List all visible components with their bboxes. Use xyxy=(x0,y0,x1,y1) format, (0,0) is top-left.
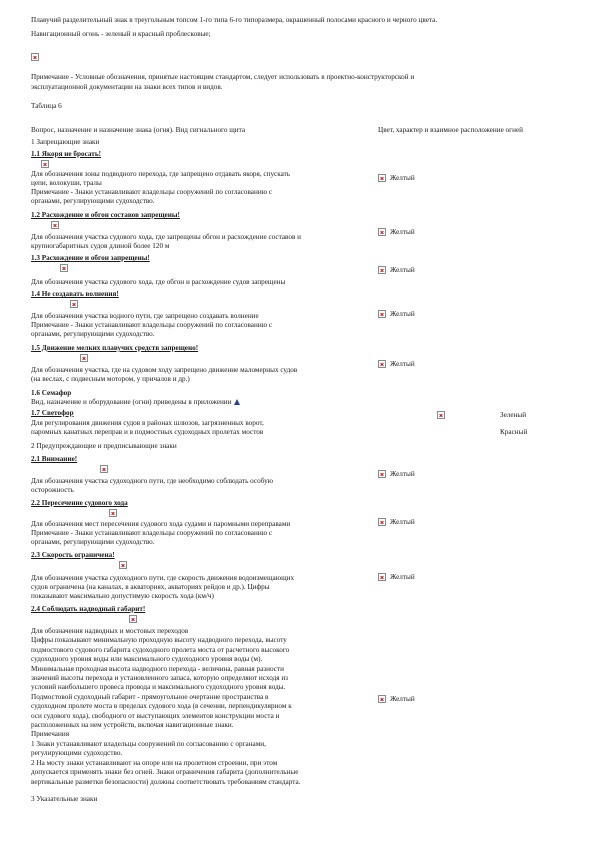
item-1-4-line-2: Примечание - Знаки устанавливают владельцы сооружений по согласованию с xyxy=(31,321,273,329)
item-1-4-line-1: Для обозначения участка водного пути, где запрещено создавать волнение xyxy=(31,312,259,320)
broken-image-icon xyxy=(378,470,386,478)
item-1-7-light-red: Красный xyxy=(500,428,528,436)
item-2-4-light xyxy=(378,695,415,704)
item-2-4-line: 2 На мосту знаки устанавливают на опоре или на пролетном строении, при этом xyxy=(31,758,278,767)
item-1-5-title: 1.5 Движение мелких плавучих средств запрещено! xyxy=(31,344,199,352)
item-2-1-light xyxy=(378,470,415,479)
item-1-7-line-1: Для регулирования движения судов в районах шлюзов, загрязненных ворот, xyxy=(31,419,264,427)
broken-image-icon xyxy=(119,561,127,569)
item-2-2-line-1: Для обозначения мест пересечения судового хода судами и паромными переправами xyxy=(31,520,291,528)
item-2-4-line: Для обозначения надводных и мостовых переходов xyxy=(31,627,189,635)
item-2-1-line-1: Для обозначения участка судоходного пути, где необходимо соблюдать особую xyxy=(31,477,274,485)
broken-image-icon xyxy=(378,228,386,236)
item-1-2-light xyxy=(378,228,415,237)
item-2-4-line: 1 Знаки устанавливают владельцы сооружений по согласованию с органами, xyxy=(31,739,266,748)
broken-image-icon xyxy=(60,264,68,272)
item-2-4-line: допускается применять знаки без огней. Знаки ограничения габарита (дополнительные xyxy=(31,768,299,777)
section-heading-indicative: 3 Указательные знаки xyxy=(31,795,98,803)
broken-image-icon xyxy=(378,360,386,368)
item-1-7-line-2: паромных канатных переправ и в подмостных судоходных пролетах мостов xyxy=(31,428,264,436)
item-2-3-light xyxy=(378,573,415,582)
item-2-4-title: 2.4 Соблюдать надводный габарит! xyxy=(31,605,146,613)
column-header-lights: Цвет, характер и взаимное расположение огней xyxy=(378,126,523,134)
intro-note-2: эксплуатационной документации на знаки всех типов и видов. xyxy=(31,83,223,91)
item-2-4-line: судоходного уровня воды или максимального судоходного уровня воды (м). xyxy=(31,655,263,664)
item-1-3-title: 1.3 Расхождение и обгон запрещены! xyxy=(31,254,150,262)
item-1-1-line-2: цепи, волокуши, тралы xyxy=(31,179,102,187)
broken-image-icon xyxy=(378,573,386,581)
column-header-description: Вопрос, назначение и назначение знака (огня). Вид сигнального щита xyxy=(31,126,246,134)
item-1-2-line-2: крупногабаритных судов длиной более 120 м xyxy=(31,242,170,250)
broken-image-icon xyxy=(70,300,78,308)
broken-image-icon xyxy=(378,174,386,182)
item-2-3-line-2: судов ограничена (на каналах, в акваториях, акваториях рейдов и др.). Цифры xyxy=(31,583,270,591)
intro-line-1: Плавучий разделительный знак в треугольным топсом 1-го типа 6-го типоразмера, окрашенный полосами красного и черного цвета. xyxy=(31,16,438,24)
broken-image-icon xyxy=(80,354,88,362)
item-2-2-light xyxy=(378,518,415,527)
item-2-4-line: регулирующими судоходство. xyxy=(31,749,123,758)
item-1-1-light xyxy=(378,174,415,183)
broken-image-icon xyxy=(109,509,117,517)
item-1-2-title: 1.2 Расхождение и обгон составов запрещены! xyxy=(31,211,180,219)
broken-image-icon xyxy=(41,160,49,168)
item-2-4-line: условий наибольшего провеса провода и максимального судоходного уровня воды. xyxy=(31,683,286,692)
broken-image-icon xyxy=(378,518,386,526)
item-1-6-title: 1.6 Семафор xyxy=(31,389,72,397)
item-2-4-line: вертикальные разметки безопасности) должны соответствовать требованиям стандарта. xyxy=(31,777,301,786)
item-2-4-line: Примечания xyxy=(31,730,69,739)
broken-image-icon xyxy=(378,310,386,318)
item-2-3-line-1: Для обозначения участка судоходного пути, где скорость движения водоизмещающих xyxy=(31,574,295,582)
item-1-3-light xyxy=(378,266,415,275)
item-2-4-line: Цифры показывают минимальную проходную высоту надводного перехода, высоту xyxy=(31,636,287,645)
item-1-4-light xyxy=(378,310,415,319)
light-color-label: Желтый xyxy=(390,573,415,581)
item-1-6-text: Вид, назначение и оборудование (огни) приведены в приложении xyxy=(31,398,232,406)
broken-image-icon xyxy=(129,615,137,623)
section-heading-warning: 2 Предупреждающие и предписывающие знаки xyxy=(31,442,177,450)
item-2-4-line: расположенных на нем устройств, включая навигационные знаки. xyxy=(31,721,234,730)
item-2-2-line-2: Примечание - Знаки устанавливают владельцы сооружений по согласованию с xyxy=(31,529,273,537)
light-color-label: Желтый xyxy=(390,228,415,236)
broken-image-icon xyxy=(51,221,59,229)
item-1-5-light xyxy=(378,360,415,369)
light-color-label: Желтый xyxy=(390,360,415,368)
item-1-4-title: 1.4 Не создавать волнения! xyxy=(31,290,119,298)
item-1-7-light-green: Зеленый xyxy=(500,411,527,419)
item-2-3-title: 2.3 Скорость ограничена! xyxy=(31,551,115,559)
light-color-label: Желтый xyxy=(390,266,415,274)
broken-image-icon xyxy=(378,266,386,274)
item-2-4-line: значений высоты перехода и установленного запаса, которую определяют исходя из xyxy=(31,674,289,683)
light-color-label: Желтый xyxy=(390,470,415,478)
item-2-4-line: Минимальная проходная высота надводного перехода - величина, равная разности xyxy=(31,664,284,673)
item-2-4-line: оси судового хода), свободного от выступающих элементов конструкции моста и xyxy=(31,711,280,720)
broken-image-icon xyxy=(437,411,445,419)
item-2-2-title: 2.2 Пересечение судового хода xyxy=(31,499,128,507)
item-1-5-line-1: Для обозначения участка, где на судовом ходу запрещено движение маломерных судов xyxy=(31,366,298,374)
broken-image-icon xyxy=(378,695,386,703)
table-label: Таблица 6 xyxy=(31,102,62,110)
item-1-6-line-1 xyxy=(31,398,381,407)
item-2-1-line-2: осторожность xyxy=(31,486,74,494)
item-2-4-body xyxy=(31,627,376,787)
item-1-7-title: 1.7 Светофор xyxy=(31,409,74,417)
item-1-1-title: 1.1 Якоря не бросать! xyxy=(31,150,102,158)
item-1-5-line-2: (на веслах, с подвесным мотором, у причалов и др.) xyxy=(31,375,190,383)
triangle-link-icon[interactable] xyxy=(234,399,240,405)
item-1-4-line-3: органами, регулирующими судоходство. xyxy=(31,330,155,338)
light-color-label: Желтый xyxy=(390,695,415,703)
item-2-4-line: подмостового судового габарита судоходного пролета моста от расчетного высокого xyxy=(31,645,290,654)
item-2-4-line: Подмостовой судоходный габарит - прямоугольное очертание пространства в xyxy=(31,692,269,701)
broken-image-icon xyxy=(31,53,39,61)
light-color-label: Желтый xyxy=(390,310,415,318)
light-color-label: Желтый xyxy=(390,174,415,182)
item-2-1-title: 2.1 Внимание! xyxy=(31,455,78,463)
intro-note-1: Примечание - Условные обозначения, принятые настоящим стандартом, следует использовать в проектно-конструкторской и xyxy=(31,73,415,81)
item-1-2-line-1: Для обозначения участка судового хода, где запрещены обгон и расхождение составов и xyxy=(31,233,302,241)
item-2-2-line-3: органами, регулирующими судоходство. xyxy=(31,538,155,546)
light-color-label: Желтый xyxy=(390,518,415,526)
item-1-3-line-1: Для обозначения участка судового хода, где обгон и расхождение судов запрещены xyxy=(31,278,286,286)
item-2-3-line-3: показывают максимально допустимую скорость хода (км/ч) xyxy=(31,592,214,600)
item-1-1-line-1: Для обозначения зоны подводного перехода, где запрещено отдавать якоря, спускать xyxy=(31,170,291,178)
broken-image-icon xyxy=(100,465,108,473)
item-1-1-line-3: Примечание - Знаки устанавливают владельцы сооружений по согласованию с xyxy=(31,188,273,196)
section-heading-prohibiting: 1 Запрещающие знаки xyxy=(31,138,100,146)
intro-line-2: Навигационный огонь - зеленый и красный проблесковые; xyxy=(31,30,211,38)
item-2-4-line: судоходном пролете моста в пределах судового хода (в сечении, перпендикулярном к xyxy=(31,702,292,711)
item-1-1-line-4: органами, регулирующими судоходство. xyxy=(31,197,155,205)
